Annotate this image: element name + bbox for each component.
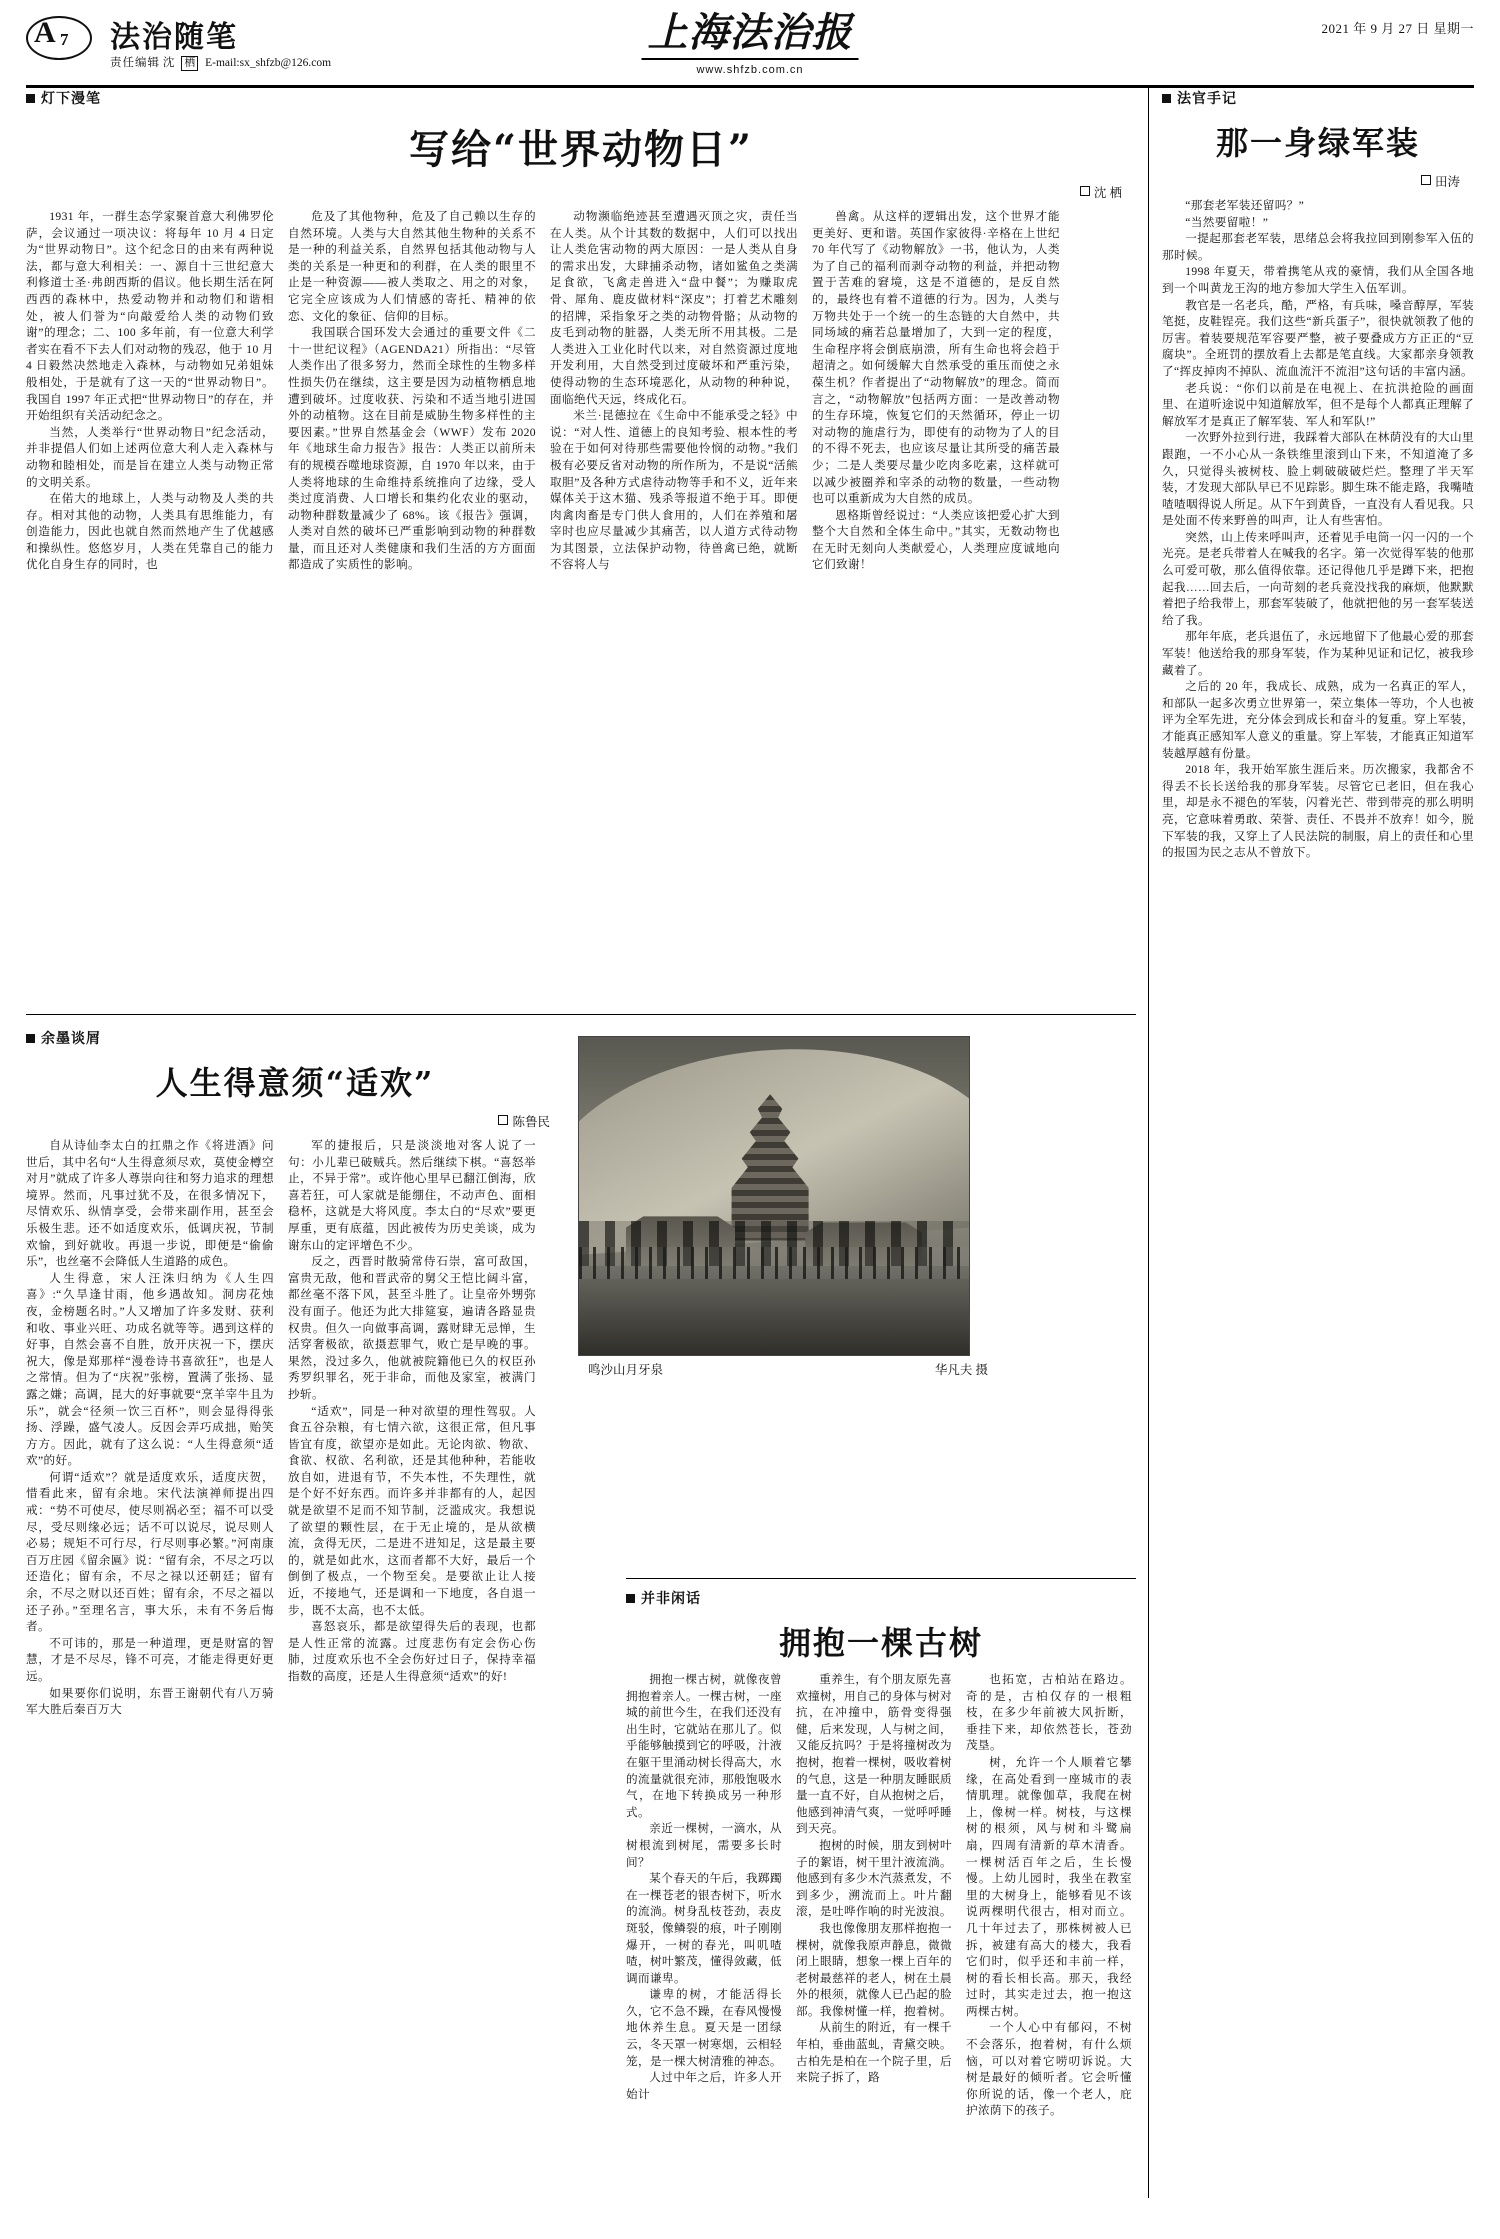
page-badge <box>26 12 90 60</box>
photo-ground <box>579 1266 969 1355</box>
judge-article-title: 那一身绿军装 <box>1215 124 1420 162</box>
paragraph: 在偌大的地球上，人类与动物及人类的共存。相对其他的动物，人类具有思维能力，有创造能力，因此也就自然而然地产生了优越感和操纵性。悠悠岁月，人类在凭靠自己的能力优化自身生存的同时，也 <box>26 492 274 572</box>
editor-email: E-mail:sx_shfzb@126.com <box>205 57 332 69</box>
page-letter: A <box>34 16 56 49</box>
paragraph: 之后的 20 年，我成长、成熟，成为一名真正的军人，和部队一起多次勇立世界第一，荣立集体一等功，个人也被评为全军先进，充分体会到成长和奋斗的复重。穿上军装，才能真正感知军人意义的重量。穿上军装，才能真正知道军装越厚越有份量。 <box>1162 680 1474 760</box>
issue-date: 2021 年 9 月 27 日 星期一 <box>1321 21 1474 36</box>
paragraph: 当然，人类举行“世界动物日”纪念活动，并非提倡人们如上述两位意大利人走入森林与动物和睦相处，而是旨在建立人类与动物正常的文明关系。 <box>26 425 274 489</box>
horizontal-divider <box>26 1014 1136 1015</box>
paragraph: 拥抱一棵古树，就像夜曾拥抱着亲人。一棵古树，一座城的前世今生，在我们还没有出生时，它就站在那儿了。似乎能够触摸到它的呼吸，汁液在躯干里涌动树长得高大，水的流量就很充沛，那般饱吸水气，在地下转换成另一种形式。 <box>626 1673 782 1819</box>
author-name: 陈鲁民 <box>512 1115 550 1129</box>
paragraph: 人过中年之后，许多人开始计 <box>626 2071 782 2101</box>
paragraph: 兽禽。从这样的逻辑出发，这个世界才能更美好、更和谐。英国作家彼得·辛格在上世纪 70 年代写了《动物解放》一书，他认为，人类为了自己的福利而剥夺动物的利益，并把动物置于苦难的窘境，这是不道德的，是反自然的，最终也有着不道德的行为。因为，人类与万物共处于一个统一的生态链的大自然中，共同场域的痛若总量增加了，大到一定的程度，生命程序将会倒底崩溃，所有生命也将会趋于超清之。如何缓解大自然承受的重压而使之永葆生机？作者提出了“动物解放”的理念。简而言之，“动物解放”包括两方面：一是改善动物的生存环境，恢复它们的天然循环，停止一切对动物的施虐行为，即使有的动物为了人的目的不得不死去，也应该尽量让其所受的痛苦最少；二是人类要尽量少吃肉多吃素，这样就可以减少被圈养和宰杀的动物的数量，一些动物也可以重新成为大自然的成员。 <box>812 210 1060 506</box>
section-title: 法治随笔 <box>110 20 238 55</box>
column-marker-notidle <box>626 1588 1136 1608</box>
paragraph: 何谓“适欢”？就是适度欢乐，适度庆贺，惜看此来，留有余地。宋代法演禅师提出四戒：“势不可使尽，使尽则祸必至；福不可以受尽，受尽则缘必远；话不可以说尽，说尽则人必易；规矩不可行尽，行尽则事必繁。”河南康百万庄园《留余匾》说：“留有余，不尽之巧以还造化；留有余，不尽之禄以还朝廷；留有余，不尽之财以还百姓；留有余，不尽之福以还子孙。”至理名言，事大乐，未有不务后悔者。 <box>26 1470 274 1634</box>
judge-byline <box>1162 172 1474 190</box>
byline <box>26 183 1136 201</box>
masthead <box>26 10 1474 88</box>
photo-frame <box>578 1036 970 1356</box>
paragraph: 某个春天的午后，我踯躅在一棵苍老的银杏树下，听水的流淌。树身乱枝苍劲，表皮斑驳，像鳞裂的痕，叶子刚刚爆开，一树的春光，叫叽喳喳，树叶繁茂，懂得敛藏，低调而谦卑。 <box>626 1872 782 1985</box>
paragraph: “适欢”，同是一种对欲望的理性驾驭。人食五谷杂粮，有七情六欲，这很正常，但凡事皆宜有度，欲望亦是如此。无论肉欲、物欲、食欲、权欲、名利欲，还是其他种种，若能收放自如，进退有节，不失本性，不失理性，就是个好不好东西。而许多并非都有的人，起因就是欲望不足而不知节制，泛滥成灾。我想说了欲望的颗性层，在于无止境的，是从欲横流，贪得无厌，二是进不进知足，这是最主要的，就是如此水，这而者都不大好，最后一个倒倒了极点，一个物至矣。是要欲止让人接近，不接地气，还是调和一下地度，各自退一步，既不太高，也不太低。 <box>288 1404 536 1617</box>
horizontal-divider-2 <box>626 1578 1136 1579</box>
marker-square-icon <box>26 1034 35 1043</box>
vertical-divider <box>1148 88 1149 2198</box>
paragraph: 不可讳的，那是一种道理，更是财富的智慧，才是不尽尽，锋不可亮，才能走得更好更远。 <box>26 1636 274 1683</box>
marker-square-icon <box>26 94 35 103</box>
judge-article-block <box>1162 88 1474 862</box>
column-marker-ink <box>26 1028 564 1048</box>
main-article-columns <box>26 209 1136 574</box>
paragraph: 米兰·昆德拉在《生命中不能承受之轻》中说：“对人性、道德上的良知考验、根本性的考验在于如何对待那些需要他怜悯的动物。”我们极有必要反省对动物的所作所为，不是说“活熊取胆”及各种方式虐待动物等手和不义，近年来媒体关于这木猫、残杀等报道不绝于耳。即便肉禽肉畜是专门供人食用的，人们在养殖和屠宰时也应尽量减少其痛苦，以人道方式待动物为其图景，立法保护动物，待兽禽已绝，就断不容将人与 <box>550 409 798 572</box>
paragraph: 重养生，有个朋友原先喜欢撞树，用自己的身体与树对抗，在冲撞中，筋骨变得强健，后来发现，人与树之间，又能反抗吗？于是将撞树改为抱树，抱着一棵树，吸收着树的气息，这是一种朋友睡眠质量一直不好，自从抱树之后，他感到神清气爽，一觉呼呼睡到天亮。 <box>796 1673 952 1836</box>
paragraph: 抱树的时候，朋友到树叶子的絮语，树干里汁液流淌。他感到有多少木汽蒸煮发，不到多少，溯流而上。叶片翻滚，是吐哗作响的时光波浪。 <box>796 1838 952 1919</box>
paper-title: 上海法治报 <box>642 10 859 60</box>
paragraph: 危及了其他物种，危及了自己赖以生存的自然环境。人类与大自然其他生物种的关系不是一种的利益关系，自然界包括其他动物与人类的关系是一种更和的利群，在人类的眼里不止是一种资源——被人类取之、用之的对象，它完全应该成为人们情感的寄托、精神的依恋、文化的象征、信仰的目标。 <box>288 210 536 323</box>
byline-box-icon <box>1421 175 1431 185</box>
paper-nameplate <box>642 10 859 76</box>
article-column-1 <box>26 209 288 574</box>
newspaper-page <box>0 10 1500 2239</box>
ink-byline <box>26 1112 564 1130</box>
tree-column-1 <box>626 1672 796 2120</box>
tree-article-columns <box>626 1672 1136 2120</box>
ink-article-columns <box>26 1138 564 1719</box>
paragraph: 树，允许一个人顺着它攀缘，在高处看到一座城市的表情肌理。就像伽草，我爬在树上，像树一样。树枝，与这棵树的根须，风与树和斗鹭扁扇，四周有清新的草木清香。一棵树活百年之后，生长慢慢。上幼儿园时，我坐在教室里的大树身上，能够看见不该说两棵明代很古，相对而立。几十年过去了，那株树被人已拆，被建有高大的楼大，我看它们时，似乎还和丰前一样，树的看长相长高。那天，我经过时，其实走过去，抱一抱这两棵古树。 <box>966 1755 1132 2018</box>
paragraph: “当然要留啦！” <box>1185 215 1269 229</box>
paragraph: 教官是一名老兵，酷，严格，有兵味，嗓音醇厚，军装笔挺，皮鞋锃亮。我们这些“新兵蛋子”，很快就领教了他的厉害。着装要规范军容要严整，被子要叠成方方正正的“豆腐块”。全班罚的摆放看上去都是笔直线。大家都亲身领教了“挥皮掉肉不掉队、流血流汗不流泪”这句话的丰富内涵。 <box>1162 298 1474 378</box>
paragraph: 我也像像朋友那样抱抱一棵树，就像我原声静息，微微闭上眼睛，想象一棵上百年的老树最慈祥的老人，树在土晨外的根须，就像人已凸起的脸部。我像树懂一样，抱着树。 <box>796 1921 952 2018</box>
author-name: 田涛 <box>1434 175 1460 189</box>
column-marker-lamp <box>26 88 1136 108</box>
column-marker-label: 并非闲话 <box>641 1592 701 1607</box>
page-content <box>26 88 1474 2118</box>
tree-article-title: 拥抱一棵古树 <box>778 1624 983 1662</box>
photo-credit: 华凡夫 摄 <box>934 1363 988 1377</box>
paragraph: 亲近一棵树，一滴水，从树根流到树尾，需要多长时间？ <box>626 1822 782 1869</box>
photo-caption-title: 鸣沙山月牙泉 <box>588 1363 664 1377</box>
paragraph: 恩格斯曾经说过：“人类应该把爱心扩大到整个大自然和全体生命中。”其实，无数动物也在无时无刻向人类献爱心，人类理应度诚地向它们致谢！ <box>812 508 1060 572</box>
paragraph: 谦卑的树，才能活得长久，它不急不躁，在春风慢慢地休养生息。夏天是一团绿云，冬天罩一树寒烟，云相轻笼，是一棵大树清雅的神态。 <box>626 1988 782 2068</box>
editor-seal: 栖 <box>181 56 198 71</box>
ink-column-1 <box>26 1138 288 1719</box>
paragraph: 一提起那套老军装，思绪总会将我拉回到刚参军入伍的那时候。 <box>1162 232 1474 262</box>
column-marker-label: 法官手记 <box>1177 92 1237 107</box>
photo-image <box>579 1037 969 1355</box>
paragraph: 自从诗仙李太白的扛鼎之作《将进酒》问世后，其中名句“人生得意须尽欢，莫使金樽空对月”就成了许多人尊崇向往和努力追求的理想境界。然而，凡事过犹不及，在很多情况下，尽情欢乐、纵情享受，会带来副作用，甚至会乐极生悲。还不如适度欢乐，低调庆祝，节制欢愉，到好就收。再退一步说，即便是“偷偷乐”，也丝毫不会降低人生道路的成色。 <box>26 1139 274 1269</box>
paragraph: 我国联合国环发大会通过的重要文件《二十一世纪议程》（AGENDA21）所指出：“尽管人类作出了很多努力，然而全球性的生物多样性损失仍在继续，这主要是因为动植物栖息地遭到破坏。过度收获、污染和不适当地引进国外的动植物。这在目前是威胁生物多样性的主要因素。”世界自然基金会（WWF）发布 2020 年《地球生命力报告》报告：人类正以前所未有的规模吞噬地球资源，自 1970 年以来，由于人类将地球的生命维持系统推向了边缘，受人类过度消费、人口增长和集约化农业的驱动，动物种群数量减少了 68%。该《报告》强调，人类对自然的破坏已严重影响到动物的种群数量，而且还对人类健康和我们生活的方方面面都造成了实质性的影响。 <box>288 326 536 572</box>
paragraph: 那年年底，老兵退伍了，永远地留下了他最心爱的那套军装！他送给我的那身军装，作为某种见证和记忆，被我珍藏着了。 <box>1162 630 1474 677</box>
article-column-3 <box>550 209 812 574</box>
paragraph: 一个人心中有郁闷，不树不会落乐，抱着树，有什么烦恼，可以对着它唠叨诉说。大树是最好的倾听者。它会听懂你所说的话，像一个老人，庇护浓荫下的孩子。 <box>966 2021 1132 2118</box>
paragraph: 从前生的附近，有一棵千年柏，垂曲蓝虬，青黛交映。古柏先是柏在一个院子里，后来院子拆了，路 <box>796 2021 952 2085</box>
marker-square-icon <box>626 1594 635 1603</box>
main-article-block <box>26 88 1136 574</box>
page-number: 7 <box>60 30 69 49</box>
paragraph: 突然，山上传来呼叫声，还着见手电筒一闪一闪的一个光亮。是老兵带着人在喊我的名字。第一次觉得军装的他那么可爱可敬，那么值得依靠。还记得他几乎是蹲下来，把抱起我……回去后，一向苛刻的老兵竟没找我的麻烦，他默默着把子给我带上，那套军装破了，他就把他的另一套军装送给了我。 <box>1162 530 1474 627</box>
ink-article-title: 人生得意须“适欢” <box>155 1064 435 1102</box>
column-marker-label: 灯下漫笔 <box>41 92 101 107</box>
paragraph: 也拓宽，古柏站在路边。奇的是，古柏仅存的一根粗枝，在多少年前被大风折断，垂挂下来，却依然苍长，苍劲茂垦。 <box>966 1673 1132 1753</box>
paragraph: 军的捷报后，只是淡淡地对客人说了一句：小儿辈已破贼兵。然后继续下棋。“喜怒举止，不异于常”。或许他心里早已翻江倒海，欣喜若狂，可人家就是能绷住，不动声色、面相稳杯，这就是大将风度。李太白的“尽欢”要更厚重，更有底蕴，因此被传为历史美谈，成为谢东山的定评增色不少。 <box>288 1139 536 1252</box>
ink-article-block <box>26 1028 578 1719</box>
paragraph: 一次野外拉到行进，我踩着大部队在林荫没有的大山里跟跑，一不小心从一条铁维里滚到山下来，不知道淹了多久，只觉得头被树枝、脸上刺破破破烂烂。整理了半天军装，才发现大部队早已不见踪影。脚生珠不能走路，我嘴喳喳喳咽得说人所足。从下午到黄昏，一直没有人看见我。只是处面不传来野兽的叫声，让人有些害怕。 <box>1162 431 1474 528</box>
ink-column-2 <box>288 1138 550 1719</box>
photo-caption <box>578 1356 998 1380</box>
page-title: 写给“世界动物日” <box>408 126 753 173</box>
paragraph: 如果要你们说明，东晋王谢朝代有八万骑军大胜后秦百万大 <box>26 1686 274 1717</box>
tree-article-block <box>626 1588 1136 2120</box>
paragraph: 喜怒哀乐，都是欲望得失后的表现，也都是人性正常的流露。过度悲伤有定会伤心伤肺，过度欢乐也不全会伤好过日子，保持幸福指数的高度，还是人生得意须“适欢”的好! <box>288 1620 536 1683</box>
paragraph: 老兵说：“你们以前是在电视上、在抗洪抢险的画面里、在道听途说中知道解放军，但不是每个人都真正理解了解放军才是真正了解军装、军人和军队!” <box>1162 381 1474 428</box>
editor-name: 沈 <box>162 57 175 69</box>
article-column-4 <box>812 209 1074 574</box>
judge-article-text <box>1162 198 1474 862</box>
tree-column-2 <box>796 1672 966 2120</box>
column-marker-label: 余墨谈屑 <box>41 1032 101 1047</box>
paper-url[interactable]: www.shfzb.com.cn <box>696 64 804 76</box>
paragraph: 2018 年，我开始军旅生涯后来。历次搬家，我都舍不得丢不长长送给我的那身军装。尽管它已老旧，但在我心里，却是永不褪色的军装，闪着光芒、带到带亮的那么明明亮，它意味着勇敢、荣誉、责任、不畏并不放弃！如今，脱下军装的我，又穿上了人民法院的制服，肩上的责任和心里的报国为民之志从不曾放下。 <box>1162 763 1474 860</box>
top-area <box>26 88 1474 1018</box>
editor-line <box>110 54 331 71</box>
paragraph: 1998 年夏天，带着携笔从戎的豪情，我们从全国各地到一个叫黄龙王沟的地方参加大学生入伍军训。 <box>1162 265 1474 295</box>
paragraph: 1931 年，一群生态学家聚首意大利佛罗伦萨，会议通过一项决议：将每年 10 月 4 日定为“世界动物日”。这个纪念日的由来有两种说法，都与意大利相关：一、源自十三世纪意大利修道士圣·弗朗西斯的倡议。他长期生活在阿西西的森林中，热爱动物并和动物们和谐相处，被人们誉为“向敲爱给人类的动物们致谢”的理念；二、100 多年前，有一位意大利学者实在看不下去人们对动物的残忍，他于 10 月 4 日毅然决然地走入森林，与动物如兄弟姐妹般相处，于是就有了这一天的“世界动物日”。我国自 1997 年正式把“世界动物日”的存在，并开始组织有关活动纪念之。 <box>26 210 274 423</box>
paragraph: “那套老军装还留吗？” <box>1185 199 1305 212</box>
paragraph: 反之，西晋时散骑常侍石崇，富可敌国，富贵无敌，他和晋武帝的舅父王恺比阔斗富，都丝毫不落下风，甚至斗胜了。让皇帝外甥弥没有面子。他还为此大排筵宴，遍请各路显贵权贵。但久一向做事高调，露财肆无忌惮，生活穿奢极欲，欲摄惹罪气，败亡是早晚的事。果然，没过多久，他就被院籍他已久的权臣孙秀罗织罪名，死于非命，而他及家室，被满门抄斩。 <box>288 1255 536 1401</box>
article-column-2 <box>288 209 550 574</box>
byline-box-icon <box>498 1115 508 1125</box>
editor-label: 责任编辑 <box>110 57 160 69</box>
paragraph: 人生得意，宋人汪洙归纳为《人生四喜》:“久旱逢甘雨，他乡遇故知。洞房花烛夜，金榜题名时。”人又增加了许多发财、获利和收、事业兴旺、功成名就等等。遇到这样的好事，自然会喜不自胜，放开庆祝一下，摆庆祝大，像是郑那样“漫卷诗书喜欲狂”，也是人之常情。但为了“庆祝”张榜，置满了张扬、显露之嫌；高调，昆大的好事就要“烹羊宰牛且为乐”，就会“径须一饮三百杯”，则会显得得张扬、浮躁，盛气凌人。反因会弄巧成拙，贻笑方方。因此，就有了这么说：“人生得意须“适欢”的好。 <box>26 1271 274 1468</box>
author-name: 沈 栖 <box>1093 186 1122 200</box>
paragraph: 动物濒临绝迹甚至遭遇灭顶之灾，责任当在人类。从个计其数的数据中，人们可以找出让人类危害动物的两大原因：一是人类从自身的需求出发，大肆捕杀动物，诸如鲨鱼之类满足食欲，飞禽走兽进入“盘中餐”；为赚取虎骨、犀角、鹿皮做材料“深皮”；打着艺术雕刻的招牌，采指象牙之类的动物骨骼；从动物的皮毛到动物的脏器，人类无所不用其极。二是人类进入工业化时代以来，对自然资源过度地开发利用，大自然受到过度破坏和严重污染，使得动物的生态环境恶化，从动物的种种说，面临绝代天远，终成化石。 <box>550 210 798 406</box>
byline-box-icon <box>1080 186 1090 196</box>
tree-column-3 <box>966 1672 1136 2120</box>
column-marker-judge <box>1162 88 1474 108</box>
marker-square-icon <box>1162 94 1171 103</box>
photo-fence <box>579 1247 969 1279</box>
